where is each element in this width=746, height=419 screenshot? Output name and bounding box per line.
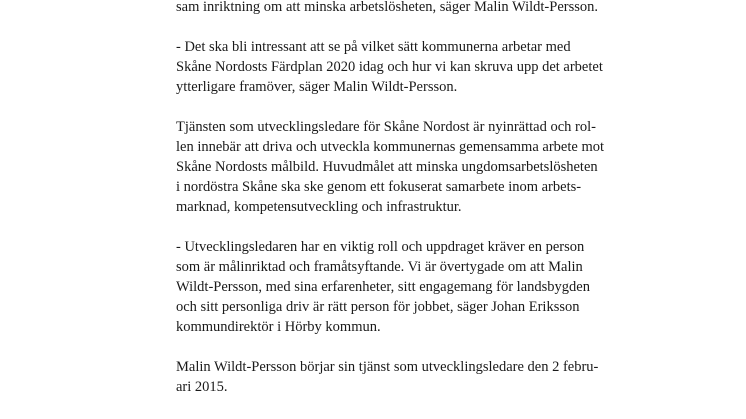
article-body — [176, 0, 646, 397]
text-line: - Det ska bli intressant att se på vilket sätt kommunerna arbetar med — [176, 39, 571, 55]
text-line: marknad, kompetensutveckling och infrastruktur. — [176, 199, 462, 215]
paragraph-gap — [176, 17, 646, 37]
text-line: Wildt-Persson, med sina erfarenheter, sitt engagemang för landsbygden — [176, 279, 590, 295]
text-line: i nordöstra Skåne ska ske genom ett fokuserat samarbete inom arbets- — [176, 179, 582, 195]
text-line: Tjänsten som utvecklingsledare för Skåne Nordost är nyinrättad och rol- — [176, 119, 596, 135]
paragraph-gap — [176, 337, 646, 357]
text-line: ytterligare framöver, säger Malin Wildt-Persson. — [176, 79, 458, 95]
text-line: Skåne Nordosts Färdplan 2020 idag och hur vi kan skruva upp det arbetet — [176, 59, 603, 75]
paragraph-start-date — [176, 357, 646, 397]
paragraph-quote-eriksson — [176, 237, 646, 337]
paragraph-quote-fardplan — [176, 37, 646, 97]
paragraph-closing-quote — [176, 0, 646, 17]
text-line: Skåne Nordosts målbild. Huvudmålet att minska ungdomsarbetslösheten — [176, 159, 598, 175]
text-line: sam inriktning om att minska arbetslösheten, säger Malin Wildt-Persson. — [176, 0, 599, 15]
text-line: som är målinriktad och framåtsyftande. Vi är övertygade om att Malin — [176, 259, 583, 275]
text-line: len innebär att driva och utveckla kommunernas gemensamma arbete mot — [176, 139, 604, 155]
text-line: Malin Wildt-Persson börjar sin tjänst som utvecklingsledare den 2 febru- — [176, 359, 599, 375]
text-line: kommundirektör i Hörby kommun. — [176, 319, 381, 335]
text-line: - Utvecklingsledaren har en viktig roll och uppdraget kräver en person — [176, 239, 585, 255]
paragraph-role-description — [176, 117, 646, 217]
text-line: och sitt personliga driv är rätt person för jobbet, säger Johan Eriksson — [176, 299, 580, 315]
paragraph-gap — [176, 97, 646, 117]
text-line: ari 2015. — [176, 379, 228, 395]
paragraph-gap — [176, 217, 646, 237]
